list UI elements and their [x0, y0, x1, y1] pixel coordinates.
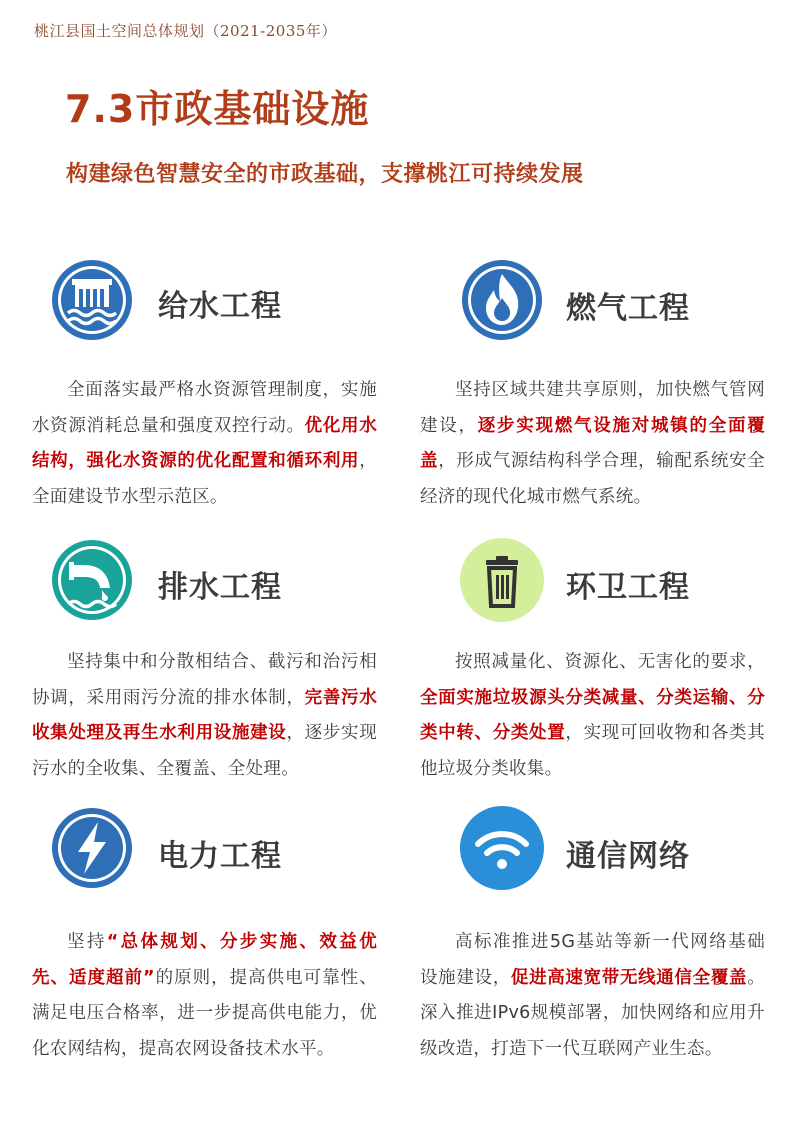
block-title-drainage: 排水工程	[158, 570, 282, 605]
block-title-power: 电力工程	[158, 839, 282, 874]
block-title-sanitation: 环卫工程	[566, 570, 690, 605]
section-subtitle: 构建绿色智慧安全的市政基础，支撑桃江可持续发展	[66, 162, 584, 187]
gas-flame-icon	[460, 258, 544, 342]
document-header-title: 桃江县国土空间总体规划（2021-2035年）	[34, 22, 337, 40]
block-paragraph-power: 坚持“总体规划、分步实施、效益优先、适度超前”的原则，提高供电可靠性、满足电压合格率，进一步提高供电能力，优化农网结构，提高农网设备技术水平。	[32, 932, 377, 1059]
block-paragraph-water-supply: 全面落实最严格水资源管理制度，实施水资源消耗总量和强度双控行动。优化用水结构，强化水资源的优化配置和循环利用，全面建设节水型示范区。	[32, 380, 378, 507]
block-paragraph-gas: 坚持区域共建共享原则，加快燃气管网建设，逐步实现燃气设施对城镇的全面覆盖，形成气源结构科学合理，输配系统安全经济的现代化城市燃气系统。	[420, 380, 766, 507]
block-title-water-supply: 给水工程	[158, 289, 282, 324]
trash-bin-icon	[460, 538, 544, 622]
lightning-icon	[50, 806, 134, 890]
wifi-icon	[460, 806, 544, 890]
section-title: 7.3市政基础设施	[65, 87, 370, 131]
block-paragraph-sanitation: 按照减量化、资源化、无害化的要求，全面实施垃圾源头分类减量、分类运输、分类中转、分类处置，实现可回收物和各类其他垃圾分类收集。	[420, 652, 765, 779]
block-title-gas: 燃气工程	[566, 291, 690, 326]
block-paragraph-communication: 高标准推进5G基站等新一代网络基础设施建设，促进高速宽带无线通信全覆盖。深入推进IPv6规模部署，加快网络和应用升级改造，打造下一代互联网产业生态。	[420, 932, 765, 1059]
drainage-pipe-icon	[50, 538, 134, 622]
block-title-communication: 通信网络	[566, 839, 690, 874]
block-paragraph-drainage: 坚持集中和分散相结合、截污和治污相协调，采用雨污分流的排水体制，完善污水收集处理及再生水利用设施建设，逐步实现污水的全收集、全覆盖、全处理。	[32, 652, 378, 779]
water-supply-icon	[50, 258, 134, 342]
